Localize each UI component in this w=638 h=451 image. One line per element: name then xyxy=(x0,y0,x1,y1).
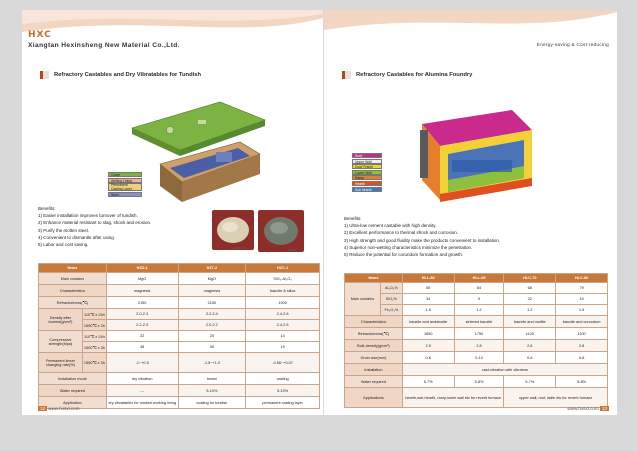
table-row: Installation cast-vibration with vibrators xyxy=(345,364,608,376)
header-wave-decoration xyxy=(324,10,617,40)
benefit-item: 3) High strength and good fluidity make the products convenient to installation. xyxy=(344,237,501,243)
benefit-item: 4) Superior non-wetting characteristics minimize the penetration. xyxy=(344,244,473,250)
section-marker-icon xyxy=(342,71,351,79)
furnace-diagram xyxy=(392,90,542,210)
legend-roof: Roof xyxy=(352,153,382,158)
table-header: HZT-2 xyxy=(178,264,246,273)
table-row: Bulk density(g/cm³) 2.5 2.8 2.6 2.8 xyxy=(345,340,608,352)
table-row: Fe₂O₃% 1.5 1.2 1.2 1.5 xyxy=(345,305,608,316)
table-header: Items xyxy=(345,274,403,283)
tundish-benefits xyxy=(38,205,208,248)
section-title-alumina: Refractory Castables for Alumina Foundry xyxy=(342,70,582,80)
table-row: Refractoriness(℃) 1650 1750 1100 1100 xyxy=(345,328,608,340)
table-header: HLL-65 xyxy=(454,274,504,283)
table-header: HZC-1 xyxy=(246,264,320,273)
slogan: Energy-saving & Cost-reducing xyxy=(536,42,609,47)
legend-steel: Steel xyxy=(108,192,142,197)
legend-hearth: Hearth xyxy=(352,181,382,186)
company-logo: HXC xyxy=(28,30,52,40)
tundish-spec-table xyxy=(38,263,320,409)
table-row: 1500℃ x 3h 38 35 19 xyxy=(39,342,320,353)
legend-sub-hearth: Sub hearth xyxy=(352,187,382,192)
table-row: 1500℃ x 3h 2.2-2.3 2.0-2.2 2.4-2.5 xyxy=(39,320,320,331)
benefit-item: 1) Ultra-low cement castable with high density. xyxy=(344,223,437,229)
table-row: Refractoriness(℃) 2150 2150 1900 xyxy=(39,297,320,309)
table-header: HZD-1 xyxy=(106,264,178,273)
benefit-item: 5) Reduce the potential for corundum formation and growth. xyxy=(344,252,464,258)
table-row: Main contains MgO MgO SiO₂-Al₂O₃ xyxy=(39,273,320,285)
benefits-title: Benefits: xyxy=(344,216,362,221)
benefit-item: 2) Enhance material resistant to slag, shock and erosion. xyxy=(38,220,152,226)
legend-upper-wall: Upper Wall xyxy=(352,159,382,164)
section-marker-icon xyxy=(40,71,49,79)
header-wave-decoration xyxy=(22,10,323,40)
table-row: Compressive strength(Mpa) 110℃ x 24h 22 20 14 xyxy=(39,331,320,342)
benefit-item: 1) Easier installation improves turnover of tundish. xyxy=(38,213,138,219)
page-number: 12 xyxy=(40,406,45,411)
left-footer xyxy=(38,406,80,411)
alumina-spec-table xyxy=(344,273,608,408)
left-page xyxy=(22,10,323,415)
right-page xyxy=(324,10,617,415)
footer-url[interactable]: www.hxsxl.com xyxy=(567,406,599,411)
furnace-legend xyxy=(352,153,382,192)
tundish-legend xyxy=(108,172,142,197)
legend-lower-wall: Lower Wall xyxy=(352,170,382,175)
table-row: Installation mode dry vibration trowel casting xyxy=(39,373,320,385)
table-row: Characteristics magnesia magnesia bauxite & silica xyxy=(39,285,320,297)
page-number: 13 xyxy=(602,406,607,411)
legend-permanent-casting: Permanent Casting Layer xyxy=(108,183,142,191)
table-row: Grain size(mm) 0-6 0-10 0-6 6-8 xyxy=(345,352,608,364)
table-header: HLC-70 xyxy=(504,274,556,283)
table-row: Application dry vibratables for tundish working lining coating for tundish permanent casting layer xyxy=(39,397,320,409)
table-row: Permanent linear changing rate(%) 1500℃ x 3h -1~+0.5 -1.5~+1.0 -0.56~+0.07 xyxy=(39,353,320,373)
benefit-item: 2) Excellent performance to thermal shock and corrosion. xyxy=(344,230,459,236)
table-header: HLL-60 xyxy=(402,274,454,283)
table-row: SiO₂% 34 9 22 10 xyxy=(345,294,608,305)
benefit-item: 5) Labor and cost saving. xyxy=(38,242,89,248)
alumina-benefits xyxy=(344,215,584,258)
legend-cover: Cover xyxy=(108,172,142,177)
table-row: Water required --- 5-10% 5-10% xyxy=(39,385,320,397)
right-footer xyxy=(567,406,609,411)
product-photo-hzd1 xyxy=(212,210,254,250)
table-row: Density after burned(g/cm³) 110℃ x 24h 2.0-2.3 2.2-2.4 2.4-2.6 xyxy=(39,309,320,320)
benefits-title: Benefits: xyxy=(38,206,56,211)
company-name: Xiangtan Hexinsheng New Material Co.,Ltd. xyxy=(28,42,180,49)
legend-welling-lining: Welling Lining xyxy=(108,178,142,183)
benefit-item: 3) Purify the molten steel. xyxy=(38,227,90,233)
legend-ramp: Ramp xyxy=(352,175,382,180)
section-title-tundish: Refractory Castables and Dry Vibratables for Tundish xyxy=(40,70,280,80)
footer-url[interactable]: www.hxsxl.com xyxy=(48,406,80,411)
benefit-item: 4) Convenient to dismantle after using. xyxy=(38,234,116,240)
table-header: Items xyxy=(39,264,107,273)
product-photo-hzt2 xyxy=(258,210,304,252)
tundish-diagram xyxy=(120,92,270,210)
table-header: HLC-80 xyxy=(556,274,608,283)
photo-caption-hzt2: HZT-2 xyxy=(288,248,297,252)
legend-door-frame: Door Frame xyxy=(352,164,382,169)
table-row: Water required 5-7% 5-8% 5-7% 5-8% xyxy=(345,376,608,388)
table-row: Applications hearth,sub-hearth, ramp,lower wall etc for reverb furnace upper wall, roof, ladle etc for reverb furnace xyxy=(345,388,608,408)
table-row: Main contains Al₂O₃% 55 64 68 79 xyxy=(345,283,608,294)
photo-caption-hzd1: HZD-1 xyxy=(234,246,243,250)
table-row: Characteristics bauxite and andalusite sintered bauxite bauxite and mullite bauxite and corundum xyxy=(345,316,608,328)
